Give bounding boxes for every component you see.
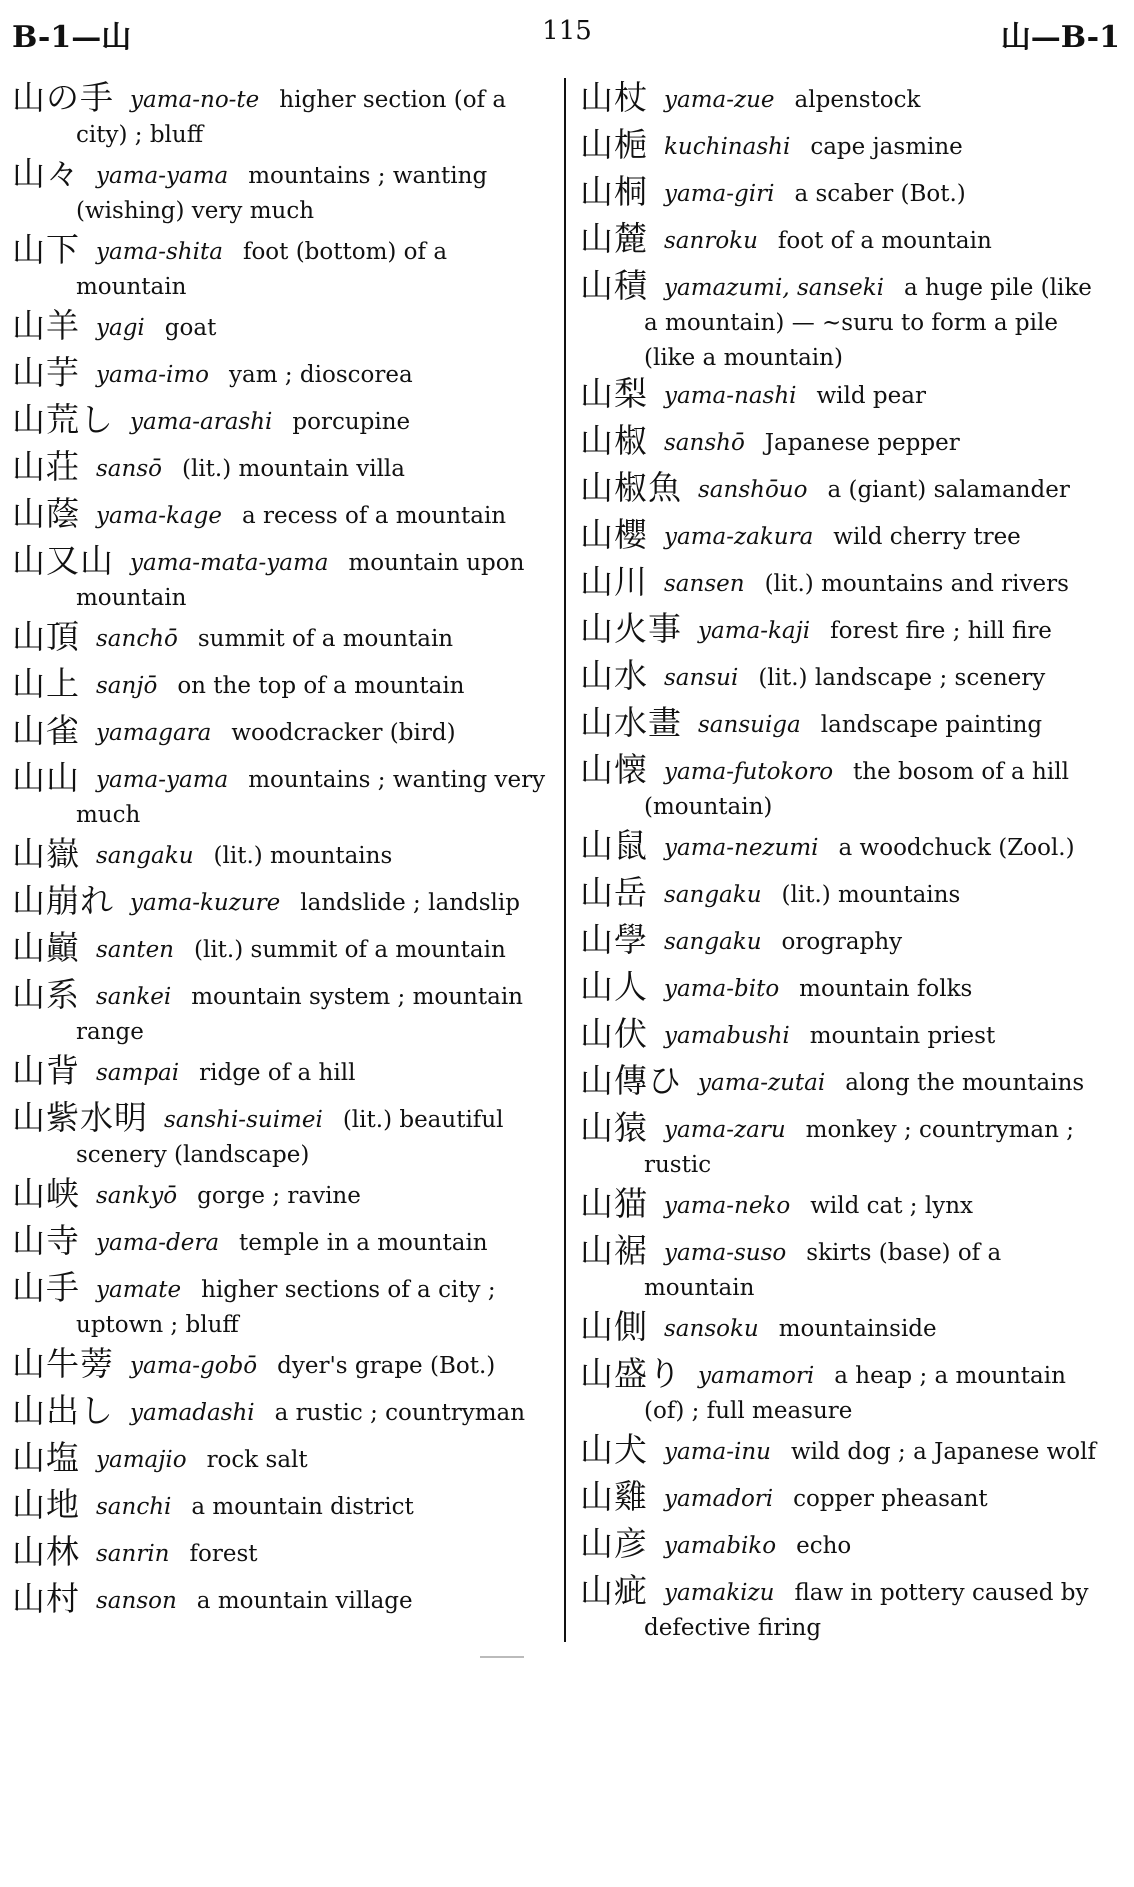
entry-definition: foot of a mountain <box>777 228 992 254</box>
entry-definition: a rustic ; countryman <box>274 1400 526 1426</box>
entry-definition: forest <box>189 1541 258 1567</box>
entry-definition: a mountain village <box>196 1588 413 1614</box>
entry-romaji: sanchi <box>96 1494 172 1520</box>
entry-definition: mountain folks <box>799 976 973 1002</box>
entry-kanji: 山櫻 <box>580 517 648 554</box>
entry-romaji: yama-futokoro <box>664 759 834 785</box>
dictionary-entry <box>12 1100 549 1176</box>
entry-definition: a recess of a mountain <box>241 503 507 529</box>
dictionary-entry <box>580 1356 1112 1432</box>
entry-romaji: yamadori <box>664 1486 774 1512</box>
dictionary-entry <box>12 619 549 666</box>
entry-kanji: 山山 <box>12 758 80 797</box>
entry-definition: on the top of a mountain <box>177 673 465 699</box>
dictionary-entry <box>580 268 1112 376</box>
entry-definition: along the mountains <box>845 1070 1085 1096</box>
dictionary-entry <box>12 449 549 496</box>
entry-kanji: 山荘 <box>12 449 80 486</box>
entry-romaji: kuchinashi <box>664 134 791 160</box>
entry-kanji: 山蔭 <box>12 496 80 533</box>
entry-romaji: sanroku <box>664 228 758 254</box>
entry-definition: wild cherry tree <box>833 524 1021 550</box>
entry-kanji: 山桐 <box>580 174 648 211</box>
entry-romaji: sanson <box>96 1588 177 1614</box>
entry-kanji: 山牛蒡 <box>12 1346 114 1383</box>
entry-romaji: yama-kuzure <box>130 890 281 916</box>
entry-kanji: 山系 <box>12 975 80 1014</box>
entry-definition: (lit.) mountains <box>781 882 961 908</box>
entry-definition: mountains ; wanting (wishing) very much <box>76 163 488 224</box>
entry-definition: a huge pile (like a mountain) — ~suru to form a pile (like a mountain) <box>644 275 1092 371</box>
entry-definition: foot (bottom) of a mountain <box>76 239 448 300</box>
entry-romaji: sankyō <box>96 1183 178 1209</box>
entry-kanji: 山峡 <box>12 1176 80 1213</box>
dictionary-entry <box>580 127 1112 174</box>
dictionary-entry <box>12 1393 549 1440</box>
entry-romaji: sangaku <box>96 843 194 869</box>
entry-definition: a woodchuck (Zool.) <box>838 835 1075 861</box>
dictionary-entry <box>580 80 1112 127</box>
entry-kanji: 山崩れ <box>12 883 114 920</box>
entry-definition: orography <box>781 929 903 955</box>
entry-kanji: 山下 <box>12 230 80 269</box>
dictionary-entry <box>12 402 549 449</box>
entry-definition: (lit.) summit of a mountain <box>194 937 506 963</box>
entry-romaji: sansui <box>664 665 739 691</box>
dictionary-entry <box>12 1223 549 1270</box>
entry-kanji: 山懐 <box>580 750 648 789</box>
entry-romaji: yagi <box>96 315 145 341</box>
entry-romaji: yama-yama <box>96 163 229 189</box>
entry-definition: yam ; dioscorea <box>229 362 413 388</box>
entry-definition: mountain priest <box>809 1023 996 1049</box>
entry-kanji: 山椒 <box>580 423 648 460</box>
entry-definition: goat <box>164 315 217 341</box>
dictionary-entry <box>12 666 549 713</box>
dictionary-entry <box>12 836 549 883</box>
entry-definition: porcupine <box>292 409 411 435</box>
entry-kanji: 山水 <box>580 658 648 695</box>
dictionary-entry <box>12 760 549 836</box>
dictionary-entry <box>580 969 1112 1016</box>
entry-romaji: sanjō <box>96 673 158 699</box>
entry-romaji: yama-yama <box>96 767 229 793</box>
dictionary-entry <box>580 564 1112 611</box>
entry-kanji: 山椒魚 <box>580 470 682 507</box>
entry-kanji: 山出し <box>12 1393 114 1430</box>
entry-definition: cape jasmine <box>810 134 963 160</box>
entry-definition: ridge of a hill <box>199 1060 356 1086</box>
entry-definition: (lit.) landscape ; scenery <box>758 665 1046 691</box>
entry-romaji: sanchō <box>96 626 178 652</box>
dictionary-entry <box>580 875 1112 922</box>
entry-kanji: 山杖 <box>580 80 648 117</box>
entry-romaji: yama-dera <box>96 1230 220 1256</box>
entry-definition: (lit.) mountains and rivers <box>764 571 1069 597</box>
dictionary-entry <box>12 232 549 308</box>
entry-kanji: 山雞 <box>580 1479 648 1516</box>
dictionary-entry <box>12 1440 549 1487</box>
entry-romaji: sanshi-suimei <box>164 1107 323 1133</box>
entry-romaji: sanshōuo <box>698 477 808 503</box>
dictionary-entry <box>12 883 549 930</box>
entry-definition: a mountain district <box>191 1494 414 1520</box>
entry-romaji: yamabushi <box>664 1023 790 1049</box>
entry-romaji: yama-neko <box>664 1193 791 1219</box>
entry-kanji: 山人 <box>580 969 648 1006</box>
entry-kanji: 山積 <box>580 266 648 305</box>
entry-definition: landslide ; landslip <box>300 890 520 916</box>
entry-romaji: santen <box>96 937 174 963</box>
entry-definition: dyer's grape (Bot.) <box>277 1353 496 1379</box>
entry-definition: a heap ; a mountain (of) ; full measure <box>644 1363 1066 1424</box>
entry-kanji: 山側 <box>580 1309 648 1346</box>
entry-romaji: yamajio <box>96 1447 187 1473</box>
entry-definition: echo <box>796 1533 852 1559</box>
entry-romaji: yama-zaru <box>664 1117 786 1143</box>
dictionary-entry <box>12 1534 549 1581</box>
entry-romaji: sansuiga <box>698 712 801 738</box>
entry-definition: higher section (of a city) ; bluff <box>76 87 507 148</box>
entry-kanji: 山猿 <box>580 1108 648 1147</box>
dictionary-entry <box>12 496 549 543</box>
entry-definition: (lit.) mountain villa <box>181 456 405 482</box>
dictionary-entry <box>580 828 1112 875</box>
dictionary-entry <box>580 1233 1112 1309</box>
entry-kanji: 山地 <box>12 1487 80 1524</box>
entry-kanji: 山麓 <box>580 221 648 258</box>
entry-kanji: 山火事 <box>580 611 682 648</box>
entry-definition: woodcracker (bird) <box>231 720 456 746</box>
entry-kanji: 山の手 <box>12 78 114 117</box>
entry-kanji: 山川 <box>580 564 648 601</box>
dictionary-entry <box>580 1063 1112 1110</box>
entry-romaji: yama-suso <box>664 1240 787 1266</box>
dictionary-entry <box>12 1176 549 1223</box>
entry-definition: wild pear <box>816 383 926 409</box>
dictionary-entry <box>12 1487 549 1534</box>
dictionary-entry <box>12 930 549 977</box>
entry-kanji: 山嶽 <box>12 836 80 873</box>
header-right-guide: 山—B-1 <box>1000 20 1120 55</box>
dictionary-entry <box>12 1053 549 1100</box>
entry-definition: copper pheasant <box>793 1486 988 1512</box>
entry-kanji: 山林 <box>12 1534 80 1571</box>
entry-kanji: 山紫水明 <box>12 1098 148 1137</box>
entry-romaji: yama-kage <box>96 503 222 529</box>
entry-romaji: yamabiko <box>664 1533 777 1559</box>
entry-romaji: yamazumi, sanseki <box>664 275 884 301</box>
dictionary-entry <box>12 156 549 232</box>
dictionary-entry <box>580 517 1112 564</box>
dictionary-entry <box>580 174 1112 221</box>
entry-definition: gorge ; ravine <box>197 1183 361 1209</box>
entry-kanji: 山猫 <box>580 1186 648 1223</box>
entry-romaji: yama-arashi <box>130 409 273 435</box>
entry-romaji: yama-giri <box>664 181 775 207</box>
entry-romaji: yama-gobō <box>130 1353 258 1379</box>
dictionary-entry <box>580 752 1112 828</box>
entry-definition: rock salt <box>206 1447 308 1473</box>
entry-romaji: yama-shita <box>96 239 223 265</box>
entry-definition: wild dog ; a Japanese wolf <box>790 1439 1097 1465</box>
entry-kanji: 山背 <box>12 1053 80 1090</box>
entry-romaji: sansoku <box>664 1316 759 1342</box>
entry-definition: higher sections of a city ; uptown ; bluff <box>76 1277 496 1338</box>
dictionary-entry <box>580 470 1112 517</box>
dictionary-entry <box>580 423 1112 470</box>
entry-romaji: yama-nashi <box>664 383 797 409</box>
entry-romaji: sanshō <box>664 430 745 456</box>
entry-romaji: yama-bito <box>664 976 780 1002</box>
entry-romaji: yama-kaji <box>698 618 811 644</box>
entry-romaji: sangaku <box>664 882 762 908</box>
dictionary-entry <box>580 1186 1112 1233</box>
entry-kanji: 山手 <box>12 1268 80 1307</box>
entry-romaji: sampai <box>96 1060 180 1086</box>
dictionary-entry <box>12 1270 549 1346</box>
entry-romaji: yama-imo <box>96 362 210 388</box>
right-column <box>580 80 1112 1649</box>
entry-romaji: yama-nezumi <box>664 835 819 861</box>
dictionary-entry <box>580 1573 1112 1649</box>
header-left-guide: B-1—山 <box>12 20 132 55</box>
dictionary-entry <box>12 355 549 402</box>
entry-romaji: yamamori <box>698 1363 815 1389</box>
entry-kanji: 山巓 <box>12 930 80 967</box>
entry-romaji: sansen <box>664 571 745 597</box>
dictionary-entry <box>12 1581 549 1628</box>
dictionary-entry <box>580 1016 1112 1063</box>
entry-definition: mountains ; wanting very much <box>76 767 546 828</box>
entry-romaji: yama-zakura <box>664 524 814 550</box>
entry-kanji: 山村 <box>12 1581 80 1618</box>
entry-kanji: 山塩 <box>12 1440 80 1477</box>
entry-definition: (lit.) mountains <box>213 843 393 869</box>
dictionary-entry <box>12 977 549 1053</box>
dictionary-entry <box>12 80 549 156</box>
dictionary-entry <box>12 543 549 619</box>
entry-romaji: yamate <box>96 1277 182 1303</box>
dictionary-entry <box>580 1309 1112 1356</box>
dictionary-entry <box>580 1479 1112 1526</box>
entry-kanji: 山學 <box>580 922 648 959</box>
dictionary-entry <box>580 221 1112 268</box>
entry-definition: mountainside <box>778 1316 937 1342</box>
entry-definition: a (giant) salamander <box>827 477 1070 503</box>
column-divider <box>564 78 566 1642</box>
entry-romaji: sankei <box>96 984 172 1010</box>
entry-kanji: 山雀 <box>12 713 80 750</box>
entry-definition: summit of a mountain <box>197 626 454 652</box>
entry-definition: monkey ; countryman ; rustic <box>644 1117 1075 1178</box>
entry-definition: Japanese pepper <box>764 430 960 456</box>
entry-kanji: 山上 <box>12 666 80 703</box>
entry-definition: forest fire ; hill fire <box>830 618 1052 644</box>
entry-definition: mountain upon mountain <box>76 550 525 611</box>
dictionary-entry <box>580 376 1112 423</box>
dictionary-entry <box>12 1346 549 1393</box>
entry-romaji: yama-zutai <box>698 1070 826 1096</box>
entry-definition: skirts (base) of a mountain <box>644 1240 1002 1301</box>
dictionary-entry <box>580 1526 1112 1573</box>
entry-kanji: 山裾 <box>580 1231 648 1270</box>
dictionary-entry <box>580 658 1112 705</box>
entry-kanji: 山水畫 <box>580 705 682 742</box>
entry-kanji: 山又山 <box>12 541 114 580</box>
entry-kanji: 山梨 <box>580 376 648 413</box>
dictionary-entry <box>580 1110 1112 1186</box>
entry-romaji: sangaku <box>664 929 762 955</box>
entry-romaji: yama-inu <box>664 1439 771 1465</box>
entry-kanji: 山梔 <box>580 127 648 164</box>
entry-definition: (lit.) beautiful scenery (landscape) <box>76 1107 504 1168</box>
entry-definition: temple in a mountain <box>239 1230 488 1256</box>
entry-kanji: 山盛り <box>580 1354 682 1393</box>
entry-definition: a scaber (Bot.) <box>794 181 966 207</box>
dictionary-entry <box>580 1432 1112 1479</box>
entry-romaji: yama-mata-yama <box>130 550 329 576</box>
entry-kanji: 山芋 <box>12 355 80 392</box>
dictionary-entry <box>580 611 1112 658</box>
dictionary-entry <box>580 922 1112 969</box>
entry-kanji: 山疵 <box>580 1571 648 1610</box>
entry-romaji: yamagara <box>96 720 212 746</box>
entry-romaji: yama-zue <box>664 87 775 113</box>
dictionary-entry <box>12 713 549 760</box>
entry-kanji: 山荒し <box>12 402 114 439</box>
entry-kanji: 山頂 <box>12 619 80 656</box>
entry-romaji: yamakizu <box>664 1580 775 1606</box>
entry-definition: landscape painting <box>820 712 1043 738</box>
entry-definition: mountain system ; mountain range <box>76 984 523 1045</box>
entry-definition: flaw in pottery caused by defective firing <box>644 1580 1089 1641</box>
entry-kanji: 山伏 <box>580 1016 648 1053</box>
entry-romaji: sanrin <box>96 1541 170 1567</box>
entry-kanji: 山岳 <box>580 875 648 912</box>
page-number: 115 <box>542 16 592 46</box>
entry-definition: alpenstock <box>794 87 921 113</box>
dictionary-entry <box>12 308 549 355</box>
entry-kanji: 山鼠 <box>580 828 648 865</box>
entry-kanji: 山々 <box>12 154 80 193</box>
entry-romaji: sansō <box>96 456 162 482</box>
left-column <box>12 80 549 1628</box>
entry-kanji: 山傳ひ <box>580 1063 682 1100</box>
page-header <box>0 0 1134 60</box>
entry-kanji: 山寺 <box>12 1223 80 1260</box>
entry-kanji: 山羊 <box>12 308 80 345</box>
dictionary-entry <box>580 705 1112 752</box>
entry-kanji: 山犬 <box>580 1432 648 1469</box>
entry-definition: wild cat ; lynx <box>810 1193 973 1219</box>
entry-kanji: 山彦 <box>580 1526 648 1563</box>
entry-romaji: yama-no-te <box>130 87 260 113</box>
footer-mark <box>480 1656 524 1658</box>
entry-definition: the bosom of a hill (mountain) <box>644 759 1069 820</box>
entry-romaji: yamadashi <box>130 1400 255 1426</box>
